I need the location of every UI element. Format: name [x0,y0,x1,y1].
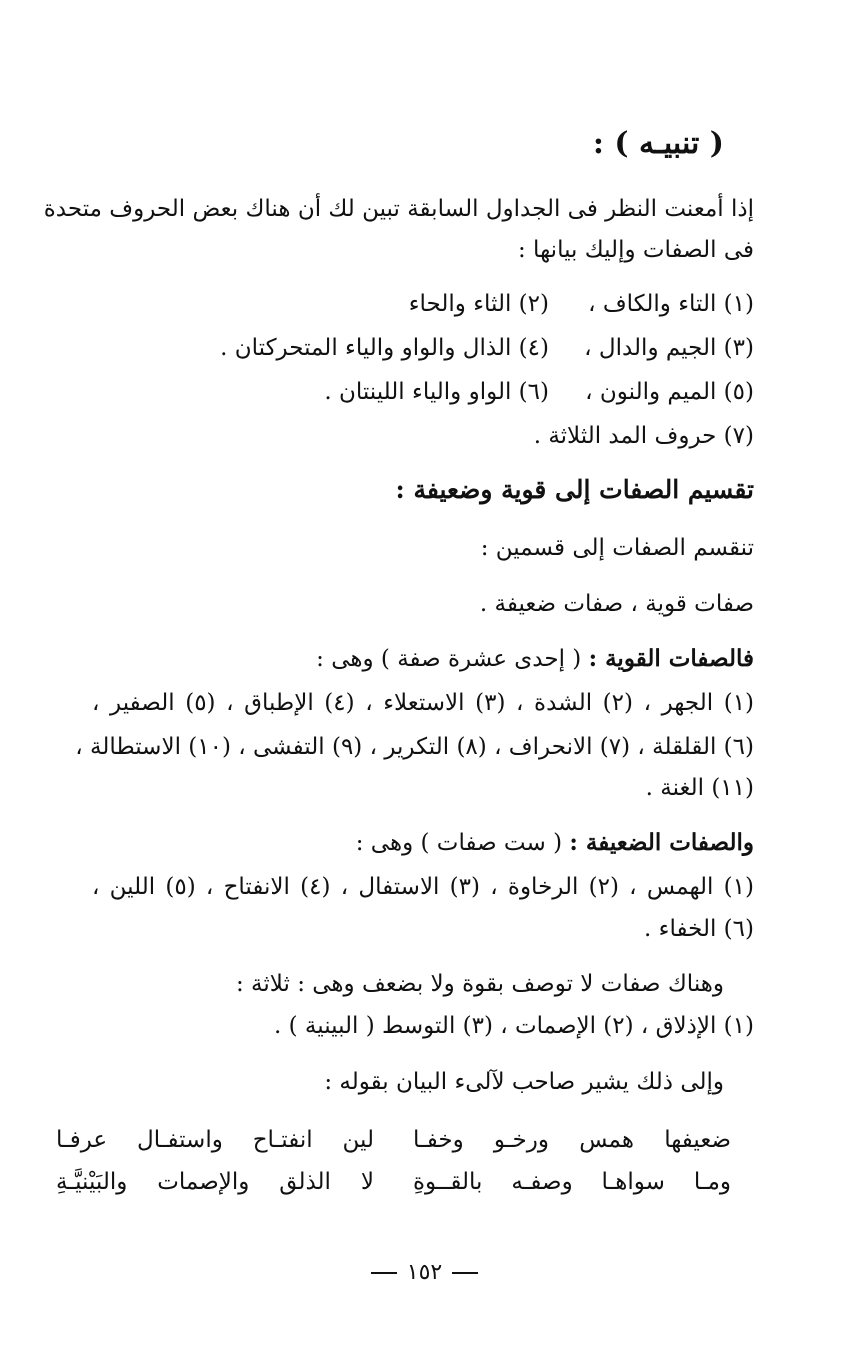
pair-row-4: (٧) حروف المد الثلاثة . [533,423,754,449]
division-line-2: صفات قوية ، صفات ضعيفة . [479,591,754,617]
neutral-line-1: وهناك صفات لا توصف بقوة ولا بضعف وهى : ثلاثة : [235,971,724,997]
weak-line-1: (١) الهمس ، (٢) الرخاوة ، (٣) الاستفال ، (٤) الانفتاح ، (٥) اللين ، [92,874,755,900]
strong-line-1: (١) الجهر ، (٢) الشدة ، (٣) الاستعلاء ، (٤) الإطباق ، (٥) الصفير ، [92,690,755,716]
neutral-line-2: (١) الإذلاق ، (٢) الإصمات ، (٣) التوسط ( البينية ) . [274,1013,754,1039]
strong-label: فالصفات القوية : [588,645,754,672]
verse-hemistich: لين انفتـاح واستفـال عرفـا [56,1127,374,1153]
pair-item: (١) التاء والكاف ، [588,291,754,317]
division-heading: تقسيم الصفات إلى قوية وضعيفة : [395,475,754,504]
strong-line-2: (٦) القلقلة ، (٧) الانحراف ، (٨) التكرير ، (٩) التفشى ، (١٠) الاستطالة ، [75,734,754,760]
pair-item: (٢) الثاء والحاء [408,291,549,317]
pair-item: (٥) الميم والنون ، [585,379,754,405]
intro-line-2: فى الصفات وإليك بيانها : [518,237,754,263]
strong-count: ( إحدى عشرة صفة ) وهى : [316,646,582,672]
pair-row-1 [409,288,754,320]
weak-label: والصفات الضعيفة : [569,829,754,856]
pair-item: (٦) الواو والياء اللينتان . [324,379,549,405]
strong-line-3: (١١) الغنة . [645,775,754,801]
page-number-dash [371,1272,397,1274]
weak-count: ( ست صفات ) وهى : [355,830,563,856]
intro-line-1: إذا أمعنت النظر فى الجداول السابقة تبين لك أن هناك بعض الحروف متحدة [43,196,754,222]
page-number-dash [452,1272,478,1274]
pair-row-3 [324,376,754,408]
verse-2 [56,1166,731,1198]
verse-hemistich: ضعيفها همس ورخـو وخفـا [413,1127,731,1153]
strong-heading [316,643,754,675]
verse-hemistich: لا الذلق والإصمات والبَيْنيَّـةِ [56,1169,374,1195]
poem-intro: وإلى ذلك يشير صاحب لآلىء البيان بقوله : [324,1069,724,1095]
verse-1 [56,1124,731,1156]
page-number-value: ١٥٢ [406,1260,443,1285]
pair-row-2 [220,332,754,364]
verse-hemistich: ومـا سواهـا وصفـه بالقــوةِ [413,1169,731,1195]
pair-item: (٤) الذال والواو والياء المتحركتان . [220,335,549,361]
division-line-1: تنقسم الصفات إلى قسمين : [480,535,754,561]
page-number [0,1258,849,1288]
weak-heading [356,827,754,859]
pair-item: (٣) الجيم والدال ، [584,335,754,361]
section-title: ( تنبيـه ) : [592,126,724,161]
weak-line-2: (٦) الخفاء . [644,916,754,942]
